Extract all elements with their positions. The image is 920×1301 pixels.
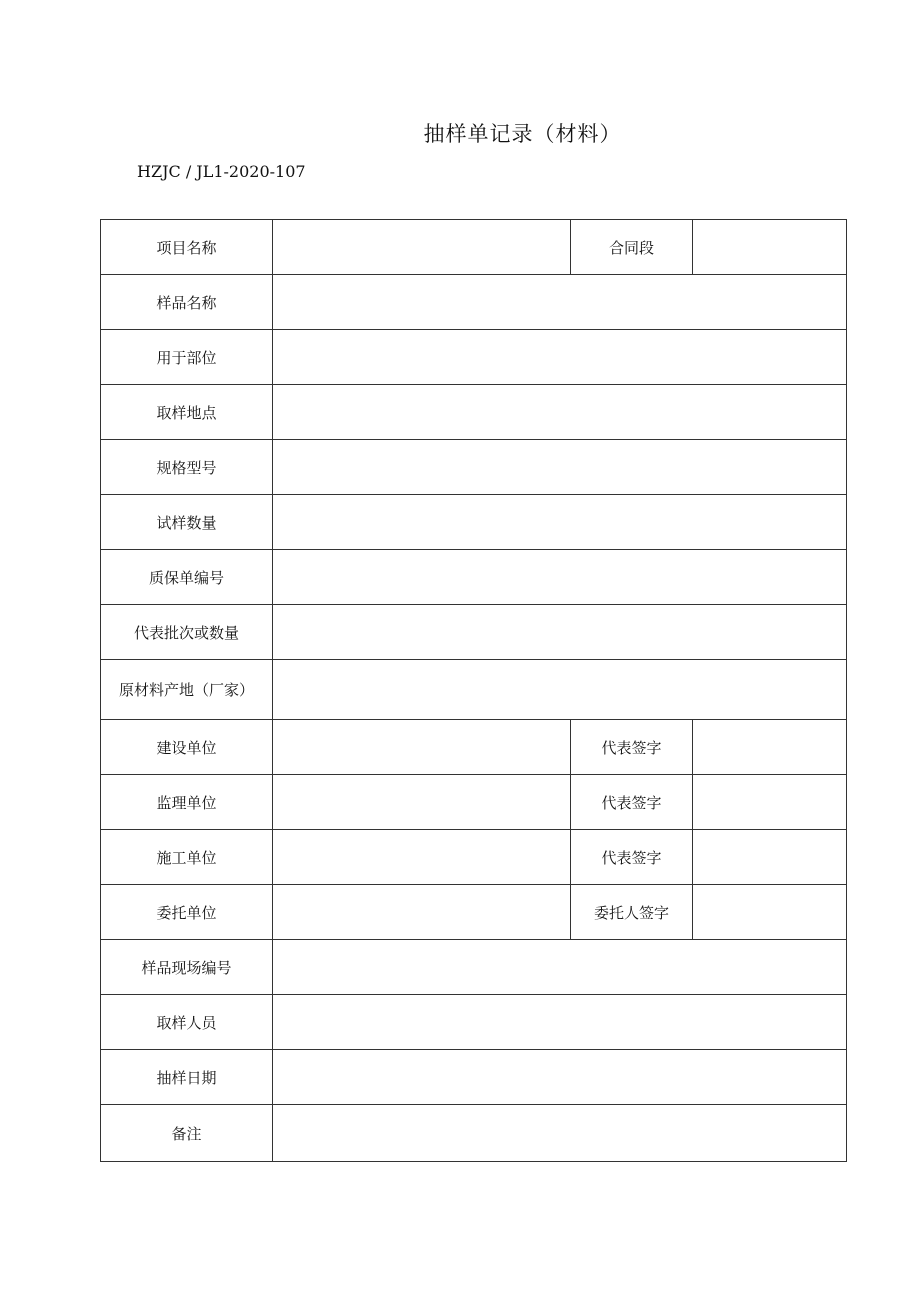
remarks-label: 备注 (101, 1105, 273, 1162)
project-name-label: 项目名称 (101, 220, 273, 275)
remarks-field[interactable] (273, 1105, 847, 1162)
row-warranty-number (101, 550, 847, 605)
supervision-unit-label: 监理单位 (101, 775, 273, 830)
batch-or-quantity-label: 代表批次或数量 (101, 605, 273, 660)
warranty-number-label: 质保单编号 (101, 550, 273, 605)
site-sample-number-label: 样品现场编号 (101, 940, 273, 995)
sampling-date-field[interactable] (273, 1050, 847, 1105)
page-title: 抽样单记录（材料） (423, 122, 622, 146)
row-construction-unit (101, 720, 847, 775)
sampling-location-label: 取样地点 (101, 385, 273, 440)
sample-name-field[interactable] (273, 275, 847, 330)
contract-section-label: 合同段 (571, 220, 693, 275)
supervision-unit-field[interactable] (273, 775, 571, 830)
sample-quantity-label: 试样数量 (101, 495, 273, 550)
row-sampling-personnel (101, 995, 847, 1050)
row-site-sample-number (101, 940, 847, 995)
construction-unit-field[interactable] (273, 720, 571, 775)
row-origin-manufacturer (101, 660, 847, 720)
used-for-part-field[interactable] (273, 330, 847, 385)
builder-representative-signature-label: 代表签字 (571, 830, 693, 885)
row-project-name (101, 220, 847, 275)
builder-unit-field[interactable] (273, 830, 571, 885)
builder-unit-label: 施工单位 (101, 830, 273, 885)
construction-representative-signature-field[interactable] (693, 720, 847, 775)
construction-representative-signature-label: 代表签字 (571, 720, 693, 775)
sampling-location-field[interactable] (273, 385, 847, 440)
row-sampling-date (101, 1050, 847, 1105)
row-used-for-part (101, 330, 847, 385)
sample-name-label: 样品名称 (101, 275, 273, 330)
document-code: HZJC / JL1-2020-107 (137, 162, 306, 181)
specification-model-field[interactable] (273, 440, 847, 495)
origin-manufacturer-field[interactable] (273, 660, 847, 720)
entrustor-signature-label: 委托人签字 (571, 885, 693, 940)
site-sample-number-field[interactable] (273, 940, 847, 995)
builder-representative-signature-field[interactable] (693, 830, 847, 885)
construction-unit-label: 建设单位 (101, 720, 273, 775)
sample-quantity-field[interactable] (273, 495, 847, 550)
specification-model-label: 规格型号 (101, 440, 273, 495)
row-batch-or-quantity (101, 605, 847, 660)
row-specification-model (101, 440, 847, 495)
origin-manufacturer-label: 原材料产地（厂家） (101, 660, 273, 720)
row-sample-quantity (101, 495, 847, 550)
row-sample-name (101, 275, 847, 330)
used-for-part-label: 用于部位 (101, 330, 273, 385)
row-entrusting-unit (101, 885, 847, 940)
entrusting-unit-label: 委托单位 (101, 885, 273, 940)
entrusting-unit-field[interactable] (273, 885, 571, 940)
sampling-date-label: 抽样日期 (101, 1050, 273, 1105)
warranty-number-field[interactable] (273, 550, 847, 605)
entrustor-signature-field[interactable] (693, 885, 847, 940)
sampling-personnel-field[interactable] (273, 995, 847, 1050)
batch-or-quantity-field[interactable] (273, 605, 847, 660)
row-sampling-location (101, 385, 847, 440)
sampling-personnel-label: 取样人员 (101, 995, 273, 1050)
row-supervision-unit (101, 775, 847, 830)
supervision-representative-signature-field[interactable] (693, 775, 847, 830)
contract-section-field[interactable] (693, 220, 847, 275)
sampling-record-form (100, 219, 847, 1162)
row-remarks (101, 1105, 847, 1162)
project-name-field[interactable] (273, 220, 571, 275)
row-builder-unit (101, 830, 847, 885)
supervision-representative-signature-label: 代表签字 (571, 775, 693, 830)
